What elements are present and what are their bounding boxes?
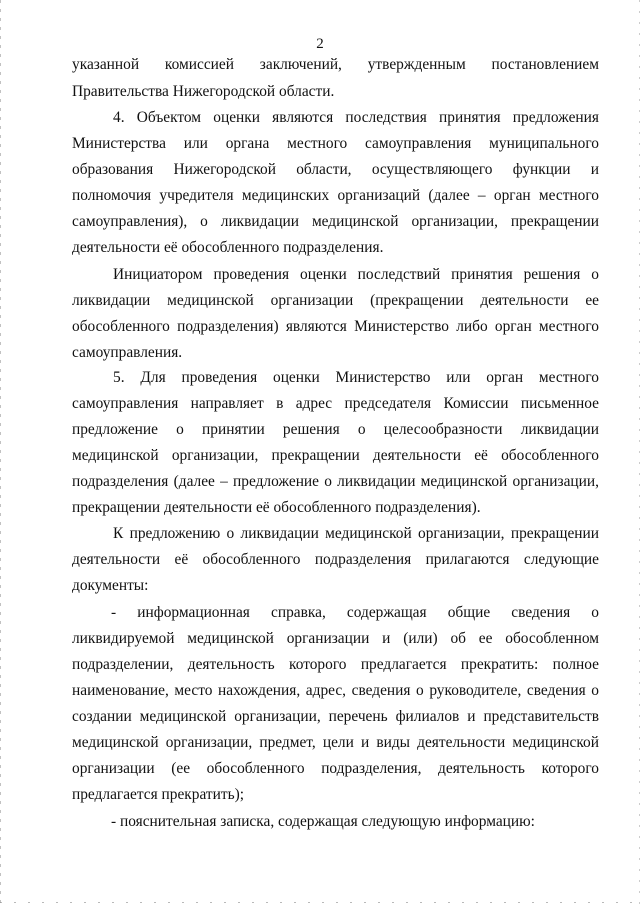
text-line: деятельности её обособленного подразделения. <box>72 239 384 256</box>
text-line: предлагается прекратить); <box>72 786 245 803</box>
text-line: Инициатором проведения оценки последствий принятия решения о <box>113 266 599 283</box>
list-item-line: - информационная справка, содержащая общие сведения о <box>111 604 599 621</box>
text-line: подразделения (далее – предложение о ликвидации медицинской организации, <box>72 473 599 490</box>
text-line: подразделении, деятельность которого предлагается прекратить: полное <box>72 656 599 673</box>
scan-edge-bottom <box>0 902 640 903</box>
text-line: Министерства или органа местного самоуправления муниципального <box>72 135 599 152</box>
text-line: полномочия учредителя медицинских организаций (далее – орган местного <box>72 187 599 204</box>
text-line: образования Нижегородской области, осуществляющего функции и <box>72 161 599 178</box>
text-line: самоуправления. <box>72 344 183 361</box>
text-line: Правительства Нижегородской области. <box>72 83 335 100</box>
text-line: предложение о принятии решения о целесообразности ликвидации <box>72 421 599 438</box>
page-number: 2 <box>316 36 324 52</box>
text-line: документы: <box>72 577 149 594</box>
text-line: прекращении деятельности её обособленного подразделения). <box>72 499 481 516</box>
text-line: создании медицинской организации, перечень филиалов и представительств <box>72 708 599 725</box>
list-item-line: - пояснительная записка, содержащая следующую информацию: <box>111 813 535 830</box>
text-line: обособленного подразделения) являются Министерство либо орган местного <box>72 318 599 335</box>
text-line: К предложению о ликвидации медицинской организации, прекращении <box>113 525 599 542</box>
text-line: медицинской организации, прекращении деятельности её обособленного <box>72 447 599 464</box>
text-line: указанной комиссией заключений, утвержденным постановлением <box>72 56 599 73</box>
text-line: самоуправления направляет в адрес председателя Комиссии письменное <box>72 395 599 412</box>
text-line: наименование, место нахождения, адрес, сведения о руководителе, сведения о <box>72 682 599 699</box>
text-line: ликвидируемой медицинской организации и (или) об ее обособленном <box>72 630 599 647</box>
text-line: организации (ее обособленного подразделения, деятельность которого <box>72 760 599 777</box>
text-line: медицинской организации, предмет, цели и виды деятельности медицинской <box>72 734 599 751</box>
text-line: 4. Объектом оценки являются последствия принятия предложения <box>113 109 599 126</box>
text-line: ликвидации медицинской организации (прекращении деятельности ее <box>72 292 599 309</box>
text-line: 5. Для проведения оценки Министерство или орган местного <box>113 369 599 386</box>
scan-edge-left <box>0 0 1 905</box>
text-line: деятельности её обособленного подразделения прилагаются следующие <box>72 551 599 568</box>
text-line: самоуправления), о ликвидации медицинской организации, прекращении <box>72 213 599 230</box>
